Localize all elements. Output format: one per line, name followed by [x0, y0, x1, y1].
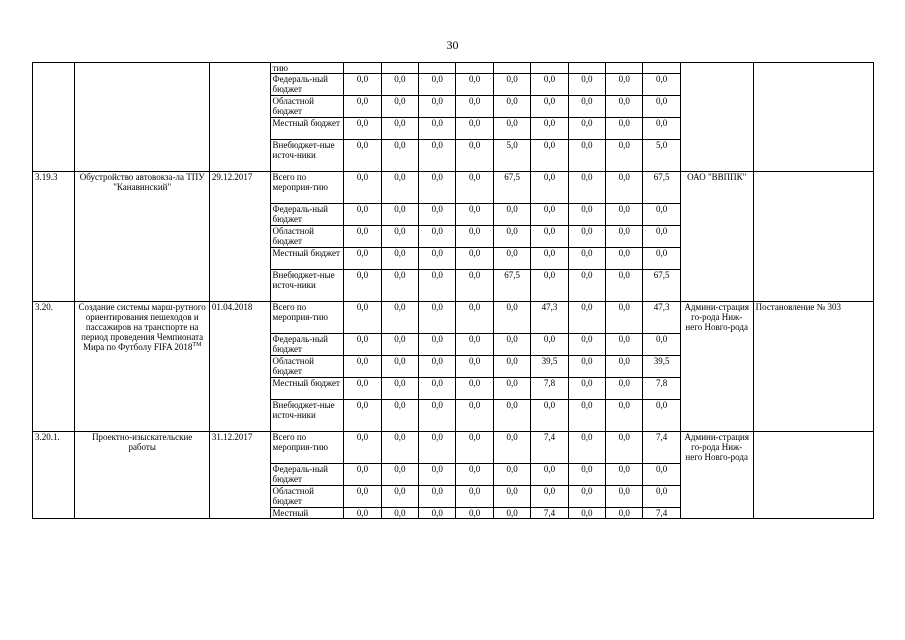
- amount-cell: 0,0: [493, 248, 530, 270]
- amount-cell: 0,0: [531, 486, 568, 508]
- amount-cell: 0,0: [419, 226, 456, 248]
- amount-cell: 0,0: [606, 334, 643, 356]
- amount-cell: 0,0: [493, 486, 530, 508]
- table-row: [33, 302, 874, 334]
- amount-cell: 0,0: [456, 226, 493, 248]
- table-row: [33, 63, 874, 74]
- budget-table: [32, 62, 874, 519]
- executor-cell: Админи-страция го-рода Ниж-него Новго-рода: [680, 432, 753, 519]
- amount-cell: 0,0: [606, 464, 643, 486]
- amount-cell: 0,0: [456, 302, 493, 334]
- amount-cell: 0,0: [456, 378, 493, 400]
- amount-cell: 0,0: [381, 248, 418, 270]
- amount-cell: 0,0: [419, 378, 456, 400]
- amount-cell: 0,0: [493, 378, 530, 400]
- amount-cell: 0,0: [344, 432, 381, 464]
- amount-cell: 0,0: [419, 74, 456, 96]
- amount-cell: [344, 63, 381, 74]
- measure-date-cell: 29.12.2017: [209, 172, 270, 302]
- amount-cell: 0,0: [493, 204, 530, 226]
- amount-cell: 0,0: [493, 226, 530, 248]
- measure-date-cell: [209, 63, 270, 172]
- funding-source-label: Внебюджет-ные источ-ники: [270, 140, 344, 172]
- amount-cell: 0,0: [381, 270, 418, 302]
- amount-cell: 0,0: [568, 334, 605, 356]
- amount-cell: 0,0: [344, 400, 381, 432]
- funding-source-label: Областной бюджет: [270, 96, 344, 118]
- amount-cell: 0,0: [419, 96, 456, 118]
- amount-cell: 0,0: [419, 140, 456, 172]
- funding-source-label: Федераль-ный бюджет: [270, 334, 344, 356]
- amount-cell: 0,0: [643, 96, 680, 118]
- amount-cell: 0,0: [568, 270, 605, 302]
- amount-cell: 0,0: [344, 356, 381, 378]
- measure-name-cell: [75, 432, 209, 519]
- measure-name-cell: [75, 172, 209, 302]
- amount-cell: 0,0: [419, 432, 456, 464]
- amount-cell: 0,0: [344, 486, 381, 508]
- amount-cell: 0,0: [381, 432, 418, 464]
- amount-cell: 0,0: [643, 204, 680, 226]
- amount-cell: 0,0: [456, 508, 493, 519]
- amount-cell: 0,0: [643, 74, 680, 96]
- amount-cell: [456, 63, 493, 74]
- amount-cell: [606, 63, 643, 74]
- document-cell: [753, 63, 873, 172]
- amount-cell: 0,0: [531, 334, 568, 356]
- amount-cell: 0,0: [344, 378, 381, 400]
- executor-cell: ОАО "ВВППК": [680, 172, 753, 302]
- amount-cell: 7,4: [643, 432, 680, 464]
- executor-cell: Админи-страция го-рода Ниж-него Новго-рода: [680, 302, 753, 432]
- amount-cell: 0,0: [419, 356, 456, 378]
- amount-cell: 0,0: [344, 204, 381, 226]
- amount-cell: 0,0: [419, 486, 456, 508]
- funding-source-label: Местный бюджет: [270, 118, 344, 140]
- amount-cell: 0,0: [568, 248, 605, 270]
- amount-cell: 0,0: [568, 486, 605, 508]
- amount-cell: 0,0: [606, 140, 643, 172]
- amount-cell: 0,0: [568, 302, 605, 334]
- amount-cell: 0,0: [606, 508, 643, 519]
- amount-cell: 0,0: [643, 400, 680, 432]
- funding-source-label: Внебюджет-ные источ-ники: [270, 400, 344, 432]
- amount-cell: 0,0: [419, 172, 456, 204]
- amount-cell: 0,0: [419, 400, 456, 432]
- amount-cell: 0,0: [568, 226, 605, 248]
- amount-cell: 0,0: [456, 432, 493, 464]
- amount-cell: [531, 63, 568, 74]
- amount-cell: 0,0: [344, 270, 381, 302]
- amount-cell: 0,0: [419, 118, 456, 140]
- amount-cell: 0,0: [419, 508, 456, 519]
- amount-cell: 67,5: [643, 270, 680, 302]
- amount-cell: 0,0: [531, 400, 568, 432]
- amount-cell: 0,0: [568, 140, 605, 172]
- amount-cell: 0,0: [419, 302, 456, 334]
- amount-cell: 0,0: [381, 486, 418, 508]
- amount-cell: 0,0: [456, 140, 493, 172]
- funding-source-label: Всего по мероприя-тию: [270, 172, 344, 204]
- amount-cell: 0,0: [643, 226, 680, 248]
- trademark-superscript: TM: [192, 342, 202, 348]
- amount-cell: 0,0: [606, 378, 643, 400]
- amount-cell: 47,3: [531, 302, 568, 334]
- funding-source-label: Областной бюджет: [270, 226, 344, 248]
- amount-cell: [419, 63, 456, 74]
- table-row: [33, 432, 874, 464]
- amount-cell: 7,4: [531, 508, 568, 519]
- amount-cell: 0,0: [381, 464, 418, 486]
- measure-name: Создание системы марш-рутного ориентирования пешеходов и пассажиров на транспорте на период проведения Чемпионата Мира по Футболу FIFA 2018: [78, 302, 206, 352]
- amount-cell: 0,0: [568, 356, 605, 378]
- amount-cell: [493, 63, 530, 74]
- executor-cell: [680, 63, 753, 172]
- amount-cell: 0,0: [493, 96, 530, 118]
- amount-cell: 0,0: [381, 356, 418, 378]
- amount-cell: 0,0: [643, 118, 680, 140]
- measure-name-cell: [75, 302, 209, 432]
- amount-cell: 0,0: [493, 432, 530, 464]
- amount-cell: 0,0: [381, 204, 418, 226]
- amount-cell: 0,0: [419, 464, 456, 486]
- amount-cell: 0,0: [456, 270, 493, 302]
- amount-cell: 0,0: [531, 172, 568, 204]
- amount-cell: 0,0: [606, 432, 643, 464]
- amount-cell: 0,0: [493, 400, 530, 432]
- amount-cell: 0,0: [606, 172, 643, 204]
- amount-cell: 0,0: [531, 248, 568, 270]
- funding-source-label: Местный: [270, 508, 344, 519]
- amount-cell: 0,0: [531, 270, 568, 302]
- document-cell: Постановление № 303: [753, 302, 873, 432]
- amount-cell: 47,3: [643, 302, 680, 334]
- amount-cell: 0,0: [456, 74, 493, 96]
- amount-cell: [381, 63, 418, 74]
- amount-cell: 5,0: [493, 140, 530, 172]
- amount-cell: 39,5: [643, 356, 680, 378]
- amount-cell: 0,0: [419, 334, 456, 356]
- amount-cell: 0,0: [381, 140, 418, 172]
- amount-cell: 0,0: [419, 270, 456, 302]
- funding-source-label: Федераль-ный бюджет: [270, 464, 344, 486]
- amount-cell: 7,4: [531, 432, 568, 464]
- amount-cell: 0,0: [531, 140, 568, 172]
- amount-cell: 0,0: [381, 172, 418, 204]
- amount-cell: [568, 63, 605, 74]
- amount-cell: 7,4: [643, 508, 680, 519]
- amount-cell: 0,0: [606, 74, 643, 96]
- measure-date-cell: 31.12.2017: [209, 432, 270, 519]
- document-cell: [753, 432, 873, 519]
- amount-cell: 0,0: [568, 204, 605, 226]
- amount-cell: 0,0: [344, 118, 381, 140]
- amount-cell: 0,0: [456, 118, 493, 140]
- amount-cell: 0,0: [493, 74, 530, 96]
- amount-cell: 0,0: [606, 400, 643, 432]
- amount-cell: 0,0: [606, 486, 643, 508]
- amount-cell: 0,0: [381, 96, 418, 118]
- amount-cell: 0,0: [456, 172, 493, 204]
- amount-cell: 0,0: [606, 270, 643, 302]
- amount-cell: [643, 63, 680, 74]
- amount-cell: 0,0: [531, 74, 568, 96]
- funding-source-label: Внебюджет-ные источ-ники: [270, 270, 344, 302]
- amount-cell: 0,0: [568, 464, 605, 486]
- amount-cell: 0,0: [456, 356, 493, 378]
- amount-cell: 0,0: [456, 204, 493, 226]
- amount-cell: 0,0: [568, 400, 605, 432]
- funding-source-label: Всего по мероприя-тию: [270, 302, 344, 334]
- amount-cell: 0,0: [568, 508, 605, 519]
- amount-cell: 0,0: [531, 118, 568, 140]
- amount-cell: 0,0: [344, 248, 381, 270]
- amount-cell: 0,0: [381, 378, 418, 400]
- amount-cell: 67,5: [493, 270, 530, 302]
- amount-cell: 0,0: [493, 464, 530, 486]
- amount-cell: 67,5: [643, 172, 680, 204]
- amount-cell: 0,0: [493, 302, 530, 334]
- measure-name: Проектно-изыскательские работы: [92, 432, 193, 452]
- measure-date-cell: 01.04.2018: [209, 302, 270, 432]
- amount-cell: 0,0: [606, 204, 643, 226]
- amount-cell: 0,0: [381, 74, 418, 96]
- amount-cell: 0,0: [344, 172, 381, 204]
- funding-source-label: Федераль-ный бюджет: [270, 74, 344, 96]
- amount-cell: 0,0: [568, 74, 605, 96]
- funding-source-label: Местный бюджет: [270, 378, 344, 400]
- amount-cell: 5,0: [643, 140, 680, 172]
- amount-cell: 0,0: [531, 96, 568, 118]
- funding-source-label: Всего по мероприя-тию: [270, 432, 344, 464]
- amount-cell: 0,0: [643, 464, 680, 486]
- document-cell: [753, 172, 873, 302]
- amount-cell: 0,0: [568, 118, 605, 140]
- amount-cell: 0,0: [493, 356, 530, 378]
- amount-cell: 0,0: [381, 302, 418, 334]
- amount-cell: 0,0: [456, 486, 493, 508]
- amount-cell: 7,8: [643, 378, 680, 400]
- amount-cell: 0,0: [344, 96, 381, 118]
- amount-cell: 0,0: [381, 334, 418, 356]
- amount-cell: 0,0: [381, 226, 418, 248]
- funding-source-label: Областной бюджет: [270, 356, 344, 378]
- amount-cell: 0,0: [381, 118, 418, 140]
- amount-cell: 0,0: [456, 334, 493, 356]
- amount-cell: 0,0: [606, 302, 643, 334]
- amount-cell: 0,0: [381, 400, 418, 432]
- measure-code-cell: 3.19.3: [33, 172, 75, 302]
- amount-cell: 0,0: [568, 172, 605, 204]
- amount-cell: 0,0: [606, 96, 643, 118]
- amount-cell: 0,0: [531, 464, 568, 486]
- amount-cell: 0,0: [568, 432, 605, 464]
- amount-cell: 0,0: [643, 486, 680, 508]
- amount-cell: 0,0: [344, 464, 381, 486]
- amount-cell: 0,0: [344, 302, 381, 334]
- measure-code-cell: 3.20.: [33, 302, 75, 432]
- amount-cell: 0,0: [493, 334, 530, 356]
- amount-cell: 67,5: [493, 172, 530, 204]
- amount-cell: 0,0: [493, 508, 530, 519]
- amount-cell: 39,5: [531, 356, 568, 378]
- measure-name-cell: [75, 63, 209, 172]
- amount-cell: 0,0: [531, 226, 568, 248]
- amount-cell: 0,0: [456, 96, 493, 118]
- amount-cell: 0,0: [344, 74, 381, 96]
- funding-source-label: тию: [270, 63, 344, 74]
- amount-cell: 0,0: [606, 226, 643, 248]
- amount-cell: 0,0: [606, 118, 643, 140]
- amount-cell: 0,0: [643, 334, 680, 356]
- amount-cell: 0,0: [456, 464, 493, 486]
- amount-cell: 0,0: [344, 508, 381, 519]
- amount-cell: 0,0: [606, 248, 643, 270]
- amount-cell: 0,0: [568, 96, 605, 118]
- amount-cell: 0,0: [344, 140, 381, 172]
- amount-cell: 0,0: [419, 248, 456, 270]
- measure-code-cell: 3.20.1.: [33, 432, 75, 519]
- amount-cell: 0,0: [643, 248, 680, 270]
- amount-cell: 0,0: [568, 378, 605, 400]
- amount-cell: 0,0: [493, 118, 530, 140]
- amount-cell: 7,8: [531, 378, 568, 400]
- table-row: [33, 172, 874, 204]
- measure-name: Обустройство автовокза-ла ТПУ "Канавинский": [79, 172, 205, 192]
- amount-cell: 0,0: [456, 248, 493, 270]
- amount-cell: 0,0: [606, 356, 643, 378]
- funding-source-label: Местный бюджет: [270, 248, 344, 270]
- amount-cell: 0,0: [344, 334, 381, 356]
- amount-cell: 0,0: [419, 204, 456, 226]
- amount-cell: 0,0: [381, 508, 418, 519]
- funding-source-label: Областной бюджет: [270, 486, 344, 508]
- amount-cell: 0,0: [456, 400, 493, 432]
- page-number: 30: [446, 38, 459, 52]
- measure-code-cell: [33, 63, 75, 172]
- amount-cell: 0,0: [344, 226, 381, 248]
- funding-source-label: Федераль-ный бюджет: [270, 204, 344, 226]
- amount-cell: 0,0: [531, 204, 568, 226]
